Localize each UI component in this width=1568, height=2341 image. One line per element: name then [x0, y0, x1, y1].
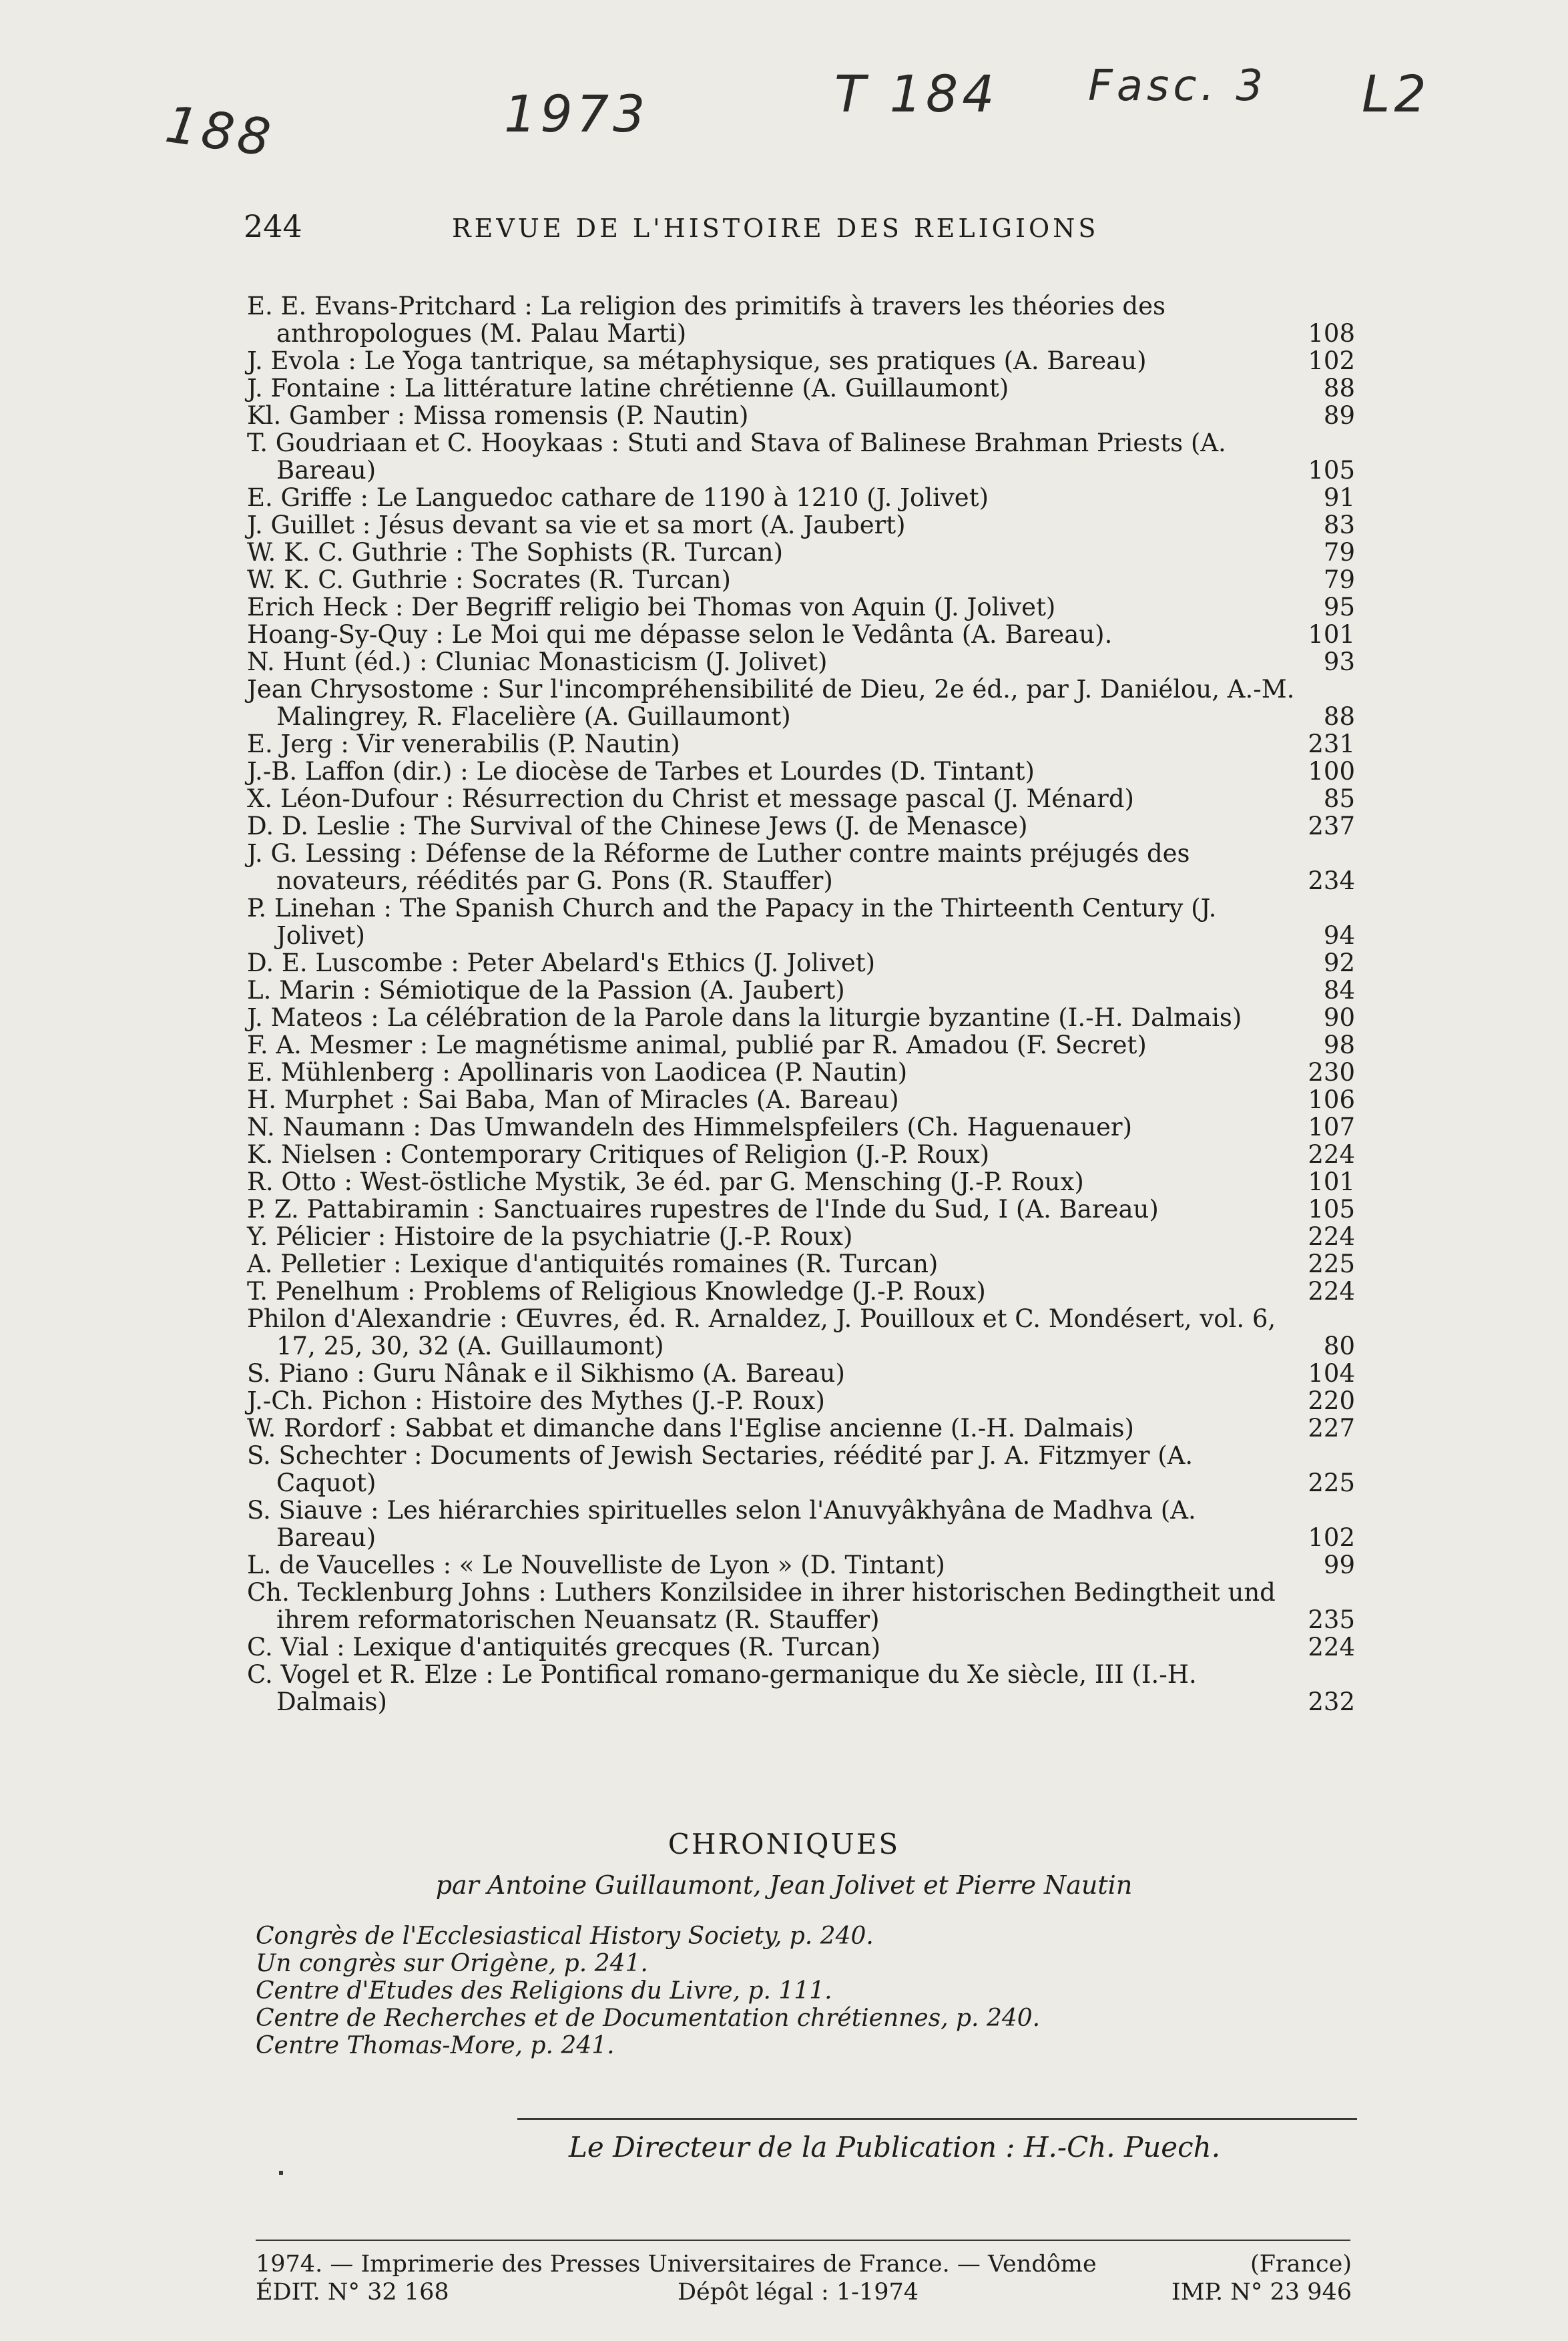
- footer-rule: [256, 2240, 1350, 2241]
- review-entry: [247, 840, 1355, 894]
- review-entry: [247, 1551, 1355, 1579]
- entry-page: 105: [1308, 1195, 1355, 1224]
- entry-text: J. Fontaine : La littérature latine chrétienne (A. Guillaumont): [247, 374, 1009, 403]
- entry-page: 224: [1308, 1633, 1355, 1661]
- review-entry: [247, 1661, 1355, 1716]
- review-entry: [247, 1250, 1355, 1278]
- review-entry: [247, 1031, 1355, 1059]
- entry-page: 95: [1323, 593, 1355, 621]
- entry-text: Philon d'Alexandrie : Œuvres, éd. R. Arnaldez, J. Pouilloux et C. Mondésert, vol. 6, 17, 25, 30, 32 (A. Guillaumont): [247, 1304, 1276, 1360]
- entry-page: 102: [1308, 346, 1355, 375]
- review-entry: [247, 621, 1355, 648]
- entry-text: W. Rordorf : Sabbat et dimanche dans l'Eglise ancienne (I.-H. Dalmais): [247, 1414, 1134, 1443]
- review-entry: [247, 1579, 1355, 1633]
- review-entry: [247, 1141, 1355, 1168]
- review-entry: [247, 812, 1355, 840]
- chronique-item: Un congrès sur Origène, p. 241.: [256, 1950, 648, 1977]
- entry-page: 91: [1323, 483, 1355, 512]
- entry-text: D. E. Luscombe : Peter Abelard's Ethics (J. Jolivet): [247, 949, 876, 977]
- entry-page: 104: [1308, 1359, 1355, 1388]
- entry-page: 231: [1308, 730, 1355, 758]
- page-number: 244: [244, 208, 302, 244]
- entry-page: 90: [1323, 1003, 1355, 1032]
- entry-text: E. E. Evans-Pritchard : La religion des primitifs à travers les théories des anthropologues (M. Palau Marti): [247, 292, 1165, 348]
- entry-text: S. Piano : Guru Nânak e il Sikhismo (A. Bareau): [247, 1359, 845, 1388]
- entry-page: 98: [1323, 1031, 1355, 1059]
- review-entry: [247, 1223, 1355, 1250]
- entry-text: Y. Pélicier : Histoire de la psychiatrie (J.-P. Roux): [247, 1222, 853, 1251]
- review-entry: [247, 730, 1355, 758]
- entry-text: Erich Heck : Der Begriff religio bei Thomas von Aquin (J. Jolivet): [247, 593, 1056, 621]
- entry-page: 106: [1308, 1085, 1355, 1114]
- entry-text: J. G. Lessing : Défense de la Réforme de Luther contre maints préjugés des novateurs, réédités par G. Pons (R. Stauffer): [247, 839, 1190, 895]
- printer-country: (France): [1250, 2251, 1352, 2278]
- review-entry: [247, 511, 1355, 539]
- entry-text: D. D. Leslie : The Survival of the Chinese Jews (J. de Menasce): [247, 812, 1028, 840]
- entry-text: J.-Ch. Pichon : Histoire des Mythes (J.-P. Roux): [247, 1386, 825, 1415]
- handwritten-note-5: L2: [1362, 64, 1430, 123]
- entry-page: 108: [1308, 319, 1355, 348]
- review-entry: [247, 1442, 1355, 1497]
- review-entry: [247, 429, 1355, 484]
- entry-text: E. Griffe : Le Languedoc cathare de 1190 à 1210 (J. Jolivet): [247, 483, 989, 512]
- entry-page: 225: [1308, 1250, 1355, 1278]
- entry-page: 101: [1308, 620, 1355, 649]
- chroniques-byline: par Antoine Guillaumont, Jean Jolivet et Pierre Nautin: [435, 1870, 1133, 1900]
- entry-text: N. Naumann : Das Umwandeln des Himmelspfeilers (Ch. Haguenauer): [247, 1113, 1133, 1141]
- entry-page: 94: [1323, 921, 1355, 950]
- handwritten-note-2: 1973: [504, 84, 649, 144]
- entry-text: K. Nielsen : Contemporary Critiques of Religion (J.-P. Roux): [247, 1140, 990, 1169]
- entry-page: 101: [1308, 1167, 1355, 1196]
- entry-page: 92: [1323, 949, 1355, 977]
- review-entry: [247, 1360, 1355, 1387]
- entry-page: 99: [1323, 1551, 1355, 1579]
- entry-text: A. Pelletier : Lexique d'antiquités romaines (R. Turcan): [247, 1250, 939, 1278]
- entry-text: W. K. C. Guthrie : Socrates (R. Turcan): [247, 565, 731, 594]
- entry-text: R. Otto : West-östliche Mystik, 3e éd. par G. Mensching (J.-P. Roux): [247, 1167, 1084, 1196]
- entry-page: 83: [1323, 511, 1355, 539]
- chronique-item: Centre d'Etudes des Religions du Livre, p. 111.: [256, 1977, 832, 2005]
- entry-text: S. Siauve : Les hiérarchies spirituelles selon l'Anuvyâkhyâna de Madhva (A. Bareau): [247, 1496, 1196, 1552]
- entry-page: 107: [1308, 1113, 1355, 1141]
- review-entry: [247, 1196, 1355, 1223]
- printer-text: 1974. — Imprimerie des Presses Universitaires de France. — Vendôme: [256, 2251, 1097, 2278]
- review-entry: [247, 539, 1355, 566]
- chroniques-title: CHRONIQUES: [668, 1828, 900, 1860]
- entry-text: Jean Chrysostome : Sur l'incompréhensibilité de Dieu, 2e éd., par J. Daniélou, A.-M. Malingrey, R. Flacelière (A. Guillaumont): [247, 675, 1295, 731]
- chronique-item: Congrès de l'Ecclesiastical History Society, p. 240.: [256, 1922, 874, 1950]
- divider-rule: [517, 2118, 1357, 2120]
- entry-text: T. Goudriaan et C. Hooykaas : Stuti and Stava of Balinese Brahman Priests (A. Bareau): [247, 429, 1226, 485]
- entry-text: P. Z. Pattabiramin : Sanctuaires rupestres de l'Inde du Sud, I (A. Bareau): [247, 1195, 1159, 1224]
- entry-text: X. Léon-Dufour : Résurrection du Christ et message pascal (J. Ménard): [247, 784, 1134, 813]
- entry-page: 102: [1308, 1523, 1355, 1552]
- entry-text: C. Vogel et R. Elze : Le Pontifical romano-germanique du Xe siècle, III (I.-H. Dalmais): [247, 1660, 1197, 1716]
- entry-page: 232: [1308, 1687, 1355, 1716]
- review-entry: [247, 292, 1355, 347]
- entry-text: Kl. Gamber : Missa romensis (P. Nautin): [247, 401, 749, 430]
- review-entry: [247, 977, 1355, 1004]
- review-entry: [247, 374, 1355, 402]
- review-index-list: [247, 292, 1355, 1716]
- entry-text: W. K. C. Guthrie : The Sophists (R. Turcan): [247, 538, 784, 567]
- imp-number: IMP. N° 23 946: [1171, 2279, 1352, 2306]
- review-entry: [247, 1168, 1355, 1196]
- entry-page: 88: [1323, 702, 1355, 731]
- handwritten-note-4: Fasc. 3: [1088, 61, 1267, 111]
- review-entry: [247, 1059, 1355, 1086]
- review-entry: [247, 484, 1355, 511]
- entry-text: J. Evola : Le Yoga tantrique, sa métaphysique, ses pratiques (A. Bareau): [247, 346, 1147, 375]
- review-entry: [247, 347, 1355, 374]
- entry-text: S. Schechter : Documents of Jewish Sectaries, réédité par J. A. Fitzmyer (A. Caquot): [247, 1441, 1194, 1497]
- review-entry: [247, 949, 1355, 977]
- review-entry: [247, 566, 1355, 593]
- entry-text: Hoang-Sy-Quy : Le Moi qui me dépasse selon le Vedânta (A. Bareau).: [247, 620, 1113, 649]
- entry-text: C. Vial : Lexique d'antiquités grecques (R. Turcan): [247, 1633, 881, 1661]
- entry-page: 88: [1323, 374, 1355, 403]
- entry-text: F. A. Mesmer : Le magnétisme animal, publié par R. Amadou (F. Secret): [247, 1031, 1147, 1059]
- entry-text: L. Marin : Sémiotique de la Passion (A. Jaubert): [247, 976, 845, 1005]
- review-entry: [247, 1086, 1355, 1113]
- chronique-item: Centre Thomas-More, p. 241.: [256, 2032, 615, 2059]
- printer-line: [256, 2251, 1352, 2278]
- entry-page: 220: [1308, 1386, 1355, 1415]
- review-entry: [247, 1414, 1355, 1442]
- entry-page: 237: [1308, 812, 1355, 840]
- entry-page: 230: [1308, 1058, 1355, 1087]
- entry-text: Ch. Tecklenburg Johns : Luthers Konzilsidee in ihrer historischen Bedingtheit und ihrem reformatorischen Neuansatz (R. Stauffer): [247, 1578, 1276, 1634]
- entry-text: J.-B. Laffon (dir.) : Le diocèse de Tarbes et Lourdes (D. Tintant): [247, 757, 1035, 786]
- review-entry: [247, 648, 1355, 676]
- page-header: [244, 208, 1285, 255]
- journal-title: REVUE DE L'HISTOIRE DES RELIGIONS: [452, 214, 1099, 243]
- entry-page: 85: [1323, 784, 1355, 813]
- entry-page: 89: [1323, 401, 1355, 430]
- publication-director: Le Directeur de la Publication : H.-Ch. Puech.: [569, 2131, 1221, 2163]
- legal-deposit: Dépôt légal : 1-1974: [678, 2279, 919, 2306]
- review-entry: [247, 1113, 1355, 1141]
- legal-line: [256, 2279, 1352, 2306]
- entry-page: 224: [1308, 1222, 1355, 1251]
- review-entry: [247, 785, 1355, 812]
- entry-page: 80: [1323, 1332, 1355, 1360]
- review-entry: [247, 1497, 1355, 1551]
- entry-text: N. Hunt (éd.) : Cluniac Monasticism (J. Jolivet): [247, 647, 828, 676]
- entry-text: H. Murphet : Sai Baba, Man of Miracles (A. Bareau): [247, 1085, 899, 1114]
- entry-text: P. Linehan : The Spanish Church and the Papacy in the Thirteenth Century (J. Jolivet): [247, 894, 1217, 950]
- review-entry: [247, 1387, 1355, 1414]
- entry-page: 225: [1308, 1469, 1355, 1497]
- entry-page: 224: [1308, 1277, 1355, 1306]
- handwritten-note-3: T 184: [834, 64, 999, 123]
- handwritten-note-1: 188: [162, 94, 278, 168]
- entry-page: 227: [1308, 1414, 1355, 1443]
- entry-page: 224: [1308, 1140, 1355, 1169]
- review-entry: [247, 1633, 1355, 1661]
- entry-text: L. de Vaucelles : « Le Nouvelliste de Lyon » (D. Tintant): [247, 1551, 945, 1579]
- review-entry: [247, 402, 1355, 429]
- entry-page: 105: [1308, 456, 1355, 485]
- chronique-item: Centre de Recherches et de Documentation chrétiennes, p. 240.: [256, 2005, 1041, 2032]
- entry-page: 235: [1308, 1605, 1355, 1634]
- entry-page: 84: [1323, 976, 1355, 1005]
- entry-page: 234: [1308, 866, 1355, 895]
- chroniques-list: [256, 1922, 1257, 2059]
- review-entry: [247, 593, 1355, 621]
- entry-text: J. Guillet : Jésus devant sa vie et sa mort (A. Jaubert): [247, 511, 906, 539]
- entry-text: J. Mateos : La célébration de la Parole dans la liturgie byzantine (I.-H. Dalmais): [247, 1003, 1242, 1032]
- entry-page: 79: [1323, 565, 1355, 594]
- review-entry: [247, 1305, 1355, 1360]
- review-entry: [247, 676, 1355, 730]
- review-entry: [247, 758, 1355, 785]
- entry-page: 93: [1323, 647, 1355, 676]
- review-entry: [247, 1278, 1355, 1305]
- dot-mark: [279, 2171, 283, 2175]
- entry-text: T. Penelhum : Problems of Religious Knowledge (J.-P. Roux): [247, 1277, 986, 1306]
- review-entry: [247, 1004, 1355, 1031]
- entry-page: 100: [1308, 757, 1355, 786]
- entry-text: E. Jerg : Vir venerabilis (P. Nautin): [247, 730, 680, 758]
- entry-text: E. Mühlenberg : Apollinaris von Laodicea (P. Nautin): [247, 1058, 908, 1087]
- edit-number: ÉDIT. N° 32 168: [256, 2279, 449, 2306]
- review-entry: [247, 894, 1355, 949]
- entry-page: 79: [1323, 538, 1355, 567]
